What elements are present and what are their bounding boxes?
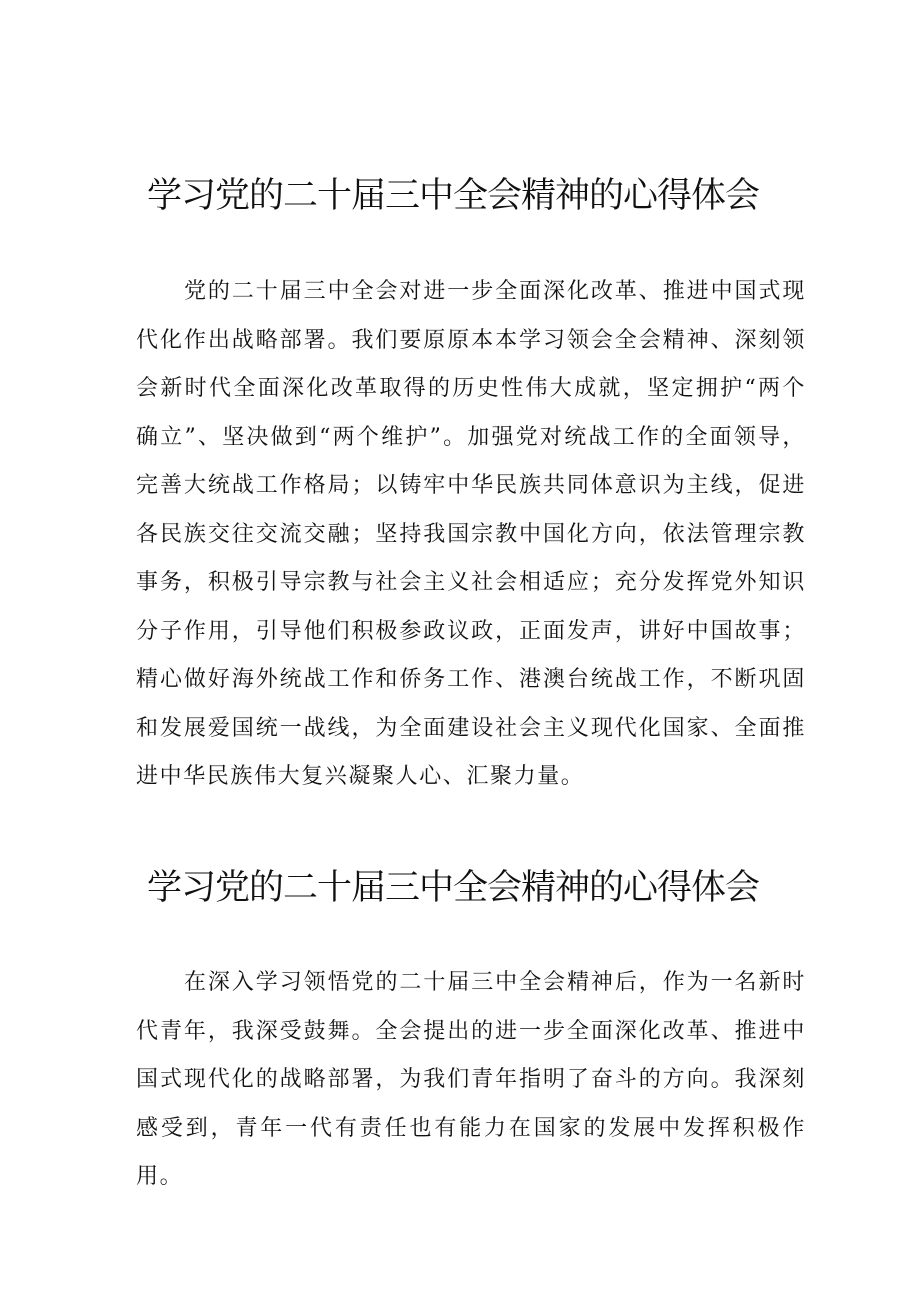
section-title-1: 学习党的二十届三中全会精神的心得体会	[147, 176, 760, 216]
section-paragraph-1: 党的二十届三中全会对进一步全面深化改革、推进中国式现代化作出战略部署。我们要原原本本学习领会全会精神、深刻领会新时代全面深化改革取得的历史性伟大成就，坚定拥护“两个确立”、坚决做到“两个维护”。加强党对统战工作的全面领导，完善大统战工作格局；以铸牢中华民族共同体意识为主线，促进各民族交往交流交融；坚持我国宗教中国化方向，依法管理宗教事务，积极引导宗教与社会主义社会相适应；充分发挥党外知识分子作用，引导他们积极参政议政，正面发声，讲好中国故事；精心做好海外统战工作和侨务工作、港澳台统战工作，不断巩固和发展爱国统一战线，为全面建设社会主义现代化国家、全面推进中华民族伟大复兴凝聚人心、汇聚力量。	[136, 279, 806, 789]
section-paragraph-2: 在深入学习领悟党的二十届三中全会精神后，作为一名新时代青年，我深受鼓舞。全会提出的进一步全面深化改革、推进中国式现代化的战略部署，为我们青年指明了奋斗的方向。我深刻感受到，青年一代有责任也有能力在国家的发展中发挥积极作用。	[136, 970, 806, 1189]
section-title-2: 学习党的二十届三中全会精神的心得体会	[147, 868, 760, 908]
